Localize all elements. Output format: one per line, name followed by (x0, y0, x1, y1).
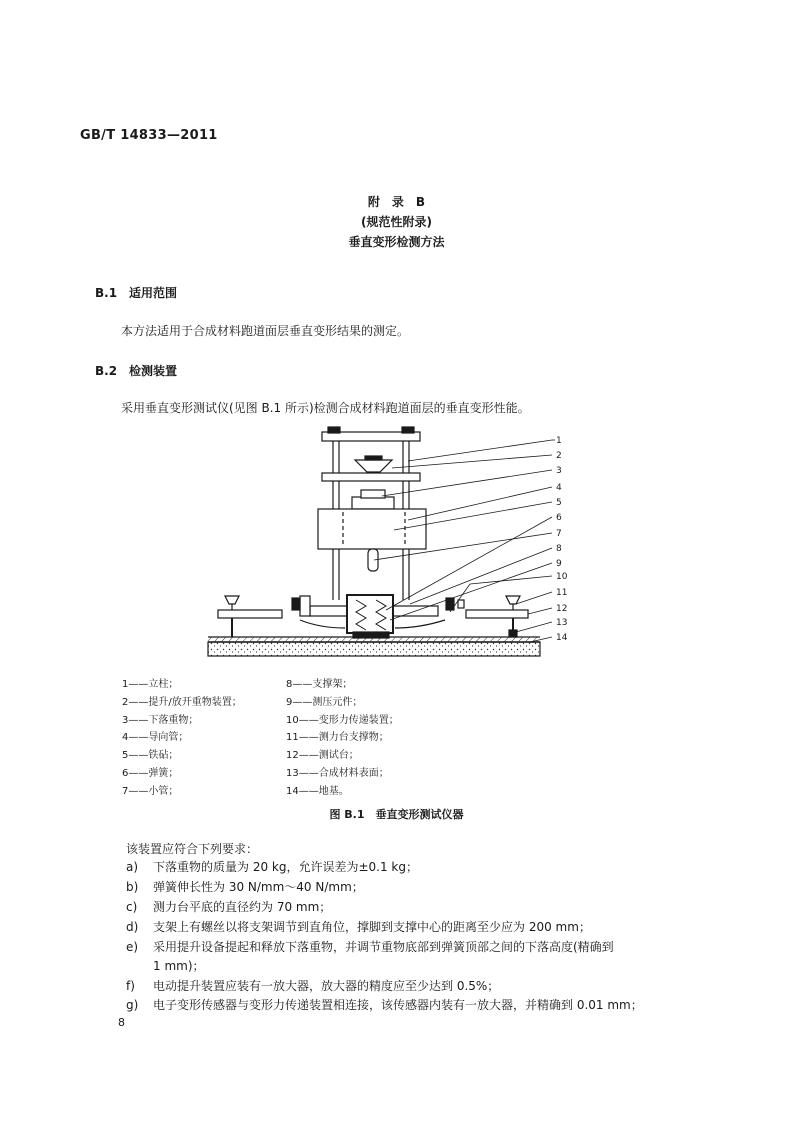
legend-item: 4——导向管； (122, 732, 189, 744)
legend-item: 7——小管； (122, 785, 179, 797)
item-letter: b) (126, 880, 139, 894)
callout-label: 10 (556, 572, 568, 582)
callout-label: 6 (556, 513, 562, 523)
requirement-item-e (126, 938, 614, 955)
page-number: 8 (118, 1016, 125, 1029)
item-text: 弹簧伸长性为 30 N/mm～40 N/mm； (153, 880, 364, 894)
item-text: 采用提升设备提起和释放下落重物，并调节重物底部到弹簧顶部之间的下落高度(精确到 (153, 940, 614, 954)
section-title: 适用范围 (129, 286, 178, 300)
legend-item: 11——测力台支撑物； (286, 732, 389, 744)
item-letter: g) (126, 998, 139, 1012)
legend-item: 1——立柱； (122, 679, 179, 690)
legend-item: 14——地基。 (286, 785, 349, 797)
item-text: 支架上有螺丝以将支架调节到直角位，撑脚到支撑中心的距离至少应为 200 mm； (153, 920, 591, 934)
annex-type: (规范性附录) (361, 215, 432, 229)
requirement-item-f (126, 977, 499, 994)
legend-item: 6——弹簧； (122, 767, 179, 779)
legend-item: 9——测压元件； (286, 696, 363, 708)
item-text: 下落重物的质量为 20 kg，允许误差为±0.1 kg； (153, 860, 418, 874)
legend-item: 2——提升/放开重物装置； (122, 696, 242, 708)
section-b1-text: 本方法适用于合成材料跑道面层垂直变形结果的测定。 (121, 324, 410, 338)
section-number: B.2 (95, 364, 118, 378)
annex-title: 附 录 B (367, 195, 426, 209)
callout-label: 14 (556, 633, 568, 643)
legend-item: 3——下落重物； (122, 714, 199, 726)
callout-label: 2 (556, 451, 562, 461)
callout-label: 8 (556, 544, 562, 554)
figure-legend-left (122, 676, 242, 801)
legend-item: 13——合成材料表面； (286, 767, 389, 779)
item-letter: e) (126, 940, 139, 954)
legend-item: 10——变形力传递装置； (286, 714, 399, 726)
section-title: 检测装置 (129, 364, 178, 378)
callout-label: 4 (556, 483, 562, 493)
item-letter: c) (126, 900, 138, 914)
item-letter: f) (126, 979, 135, 993)
legend-item: 5——铁砧； (122, 750, 179, 762)
annex-name: 垂直变形检测方法 (348, 235, 445, 249)
standard-code: GB/T 14833—2011 (80, 128, 218, 143)
ground-base (208, 642, 540, 656)
item-letter: d) (126, 920, 139, 934)
requirement-item-d (126, 918, 591, 935)
callout-label: 5 (556, 498, 562, 508)
item-text: 电动提升装置应装有一放大器，放大器的精度应至少达到 0.5%； (153, 979, 500, 993)
requirement-item-b (126, 878, 364, 895)
item-letter: a) (126, 860, 139, 874)
callout-label: 9 (556, 559, 562, 569)
callout-label: 11 (556, 588, 568, 598)
requirement-item-e-continued: 1 mm)； (153, 959, 205, 973)
section-number: B.1 (95, 286, 118, 300)
requirements-intro: 该装置应符合下列要求： (126, 842, 259, 856)
figure-caption: 图 B.1 垂直变形测试仪器 (329, 808, 464, 821)
callout-label: 3 (556, 466, 562, 476)
requirement-item-c (126, 898, 331, 915)
callout-label: 1 (556, 436, 562, 446)
figure-legend-right (286, 676, 399, 801)
requirement-item-g (126, 996, 643, 1013)
item-text: 测力台平底的直径约为 70 mm； (153, 900, 332, 914)
callout-label: 7 (556, 529, 562, 539)
section-b2-text: 采用垂直变形测试仪(见图 B.1 所示)检测合成材料跑道面层的垂直变形性能。 (121, 401, 530, 415)
legend-item: 12——测试台； (286, 750, 359, 762)
callout-label: 12 (556, 604, 568, 614)
legend-item: 8——支撑架； (286, 679, 353, 690)
item-text: 电子变形传感器与变形力传递装置相连接，该传感器内装有一放大器，并精确到 0.01 mm； (153, 998, 643, 1012)
requirement-item-a (126, 858, 418, 875)
callout-label: 13 (556, 618, 568, 628)
